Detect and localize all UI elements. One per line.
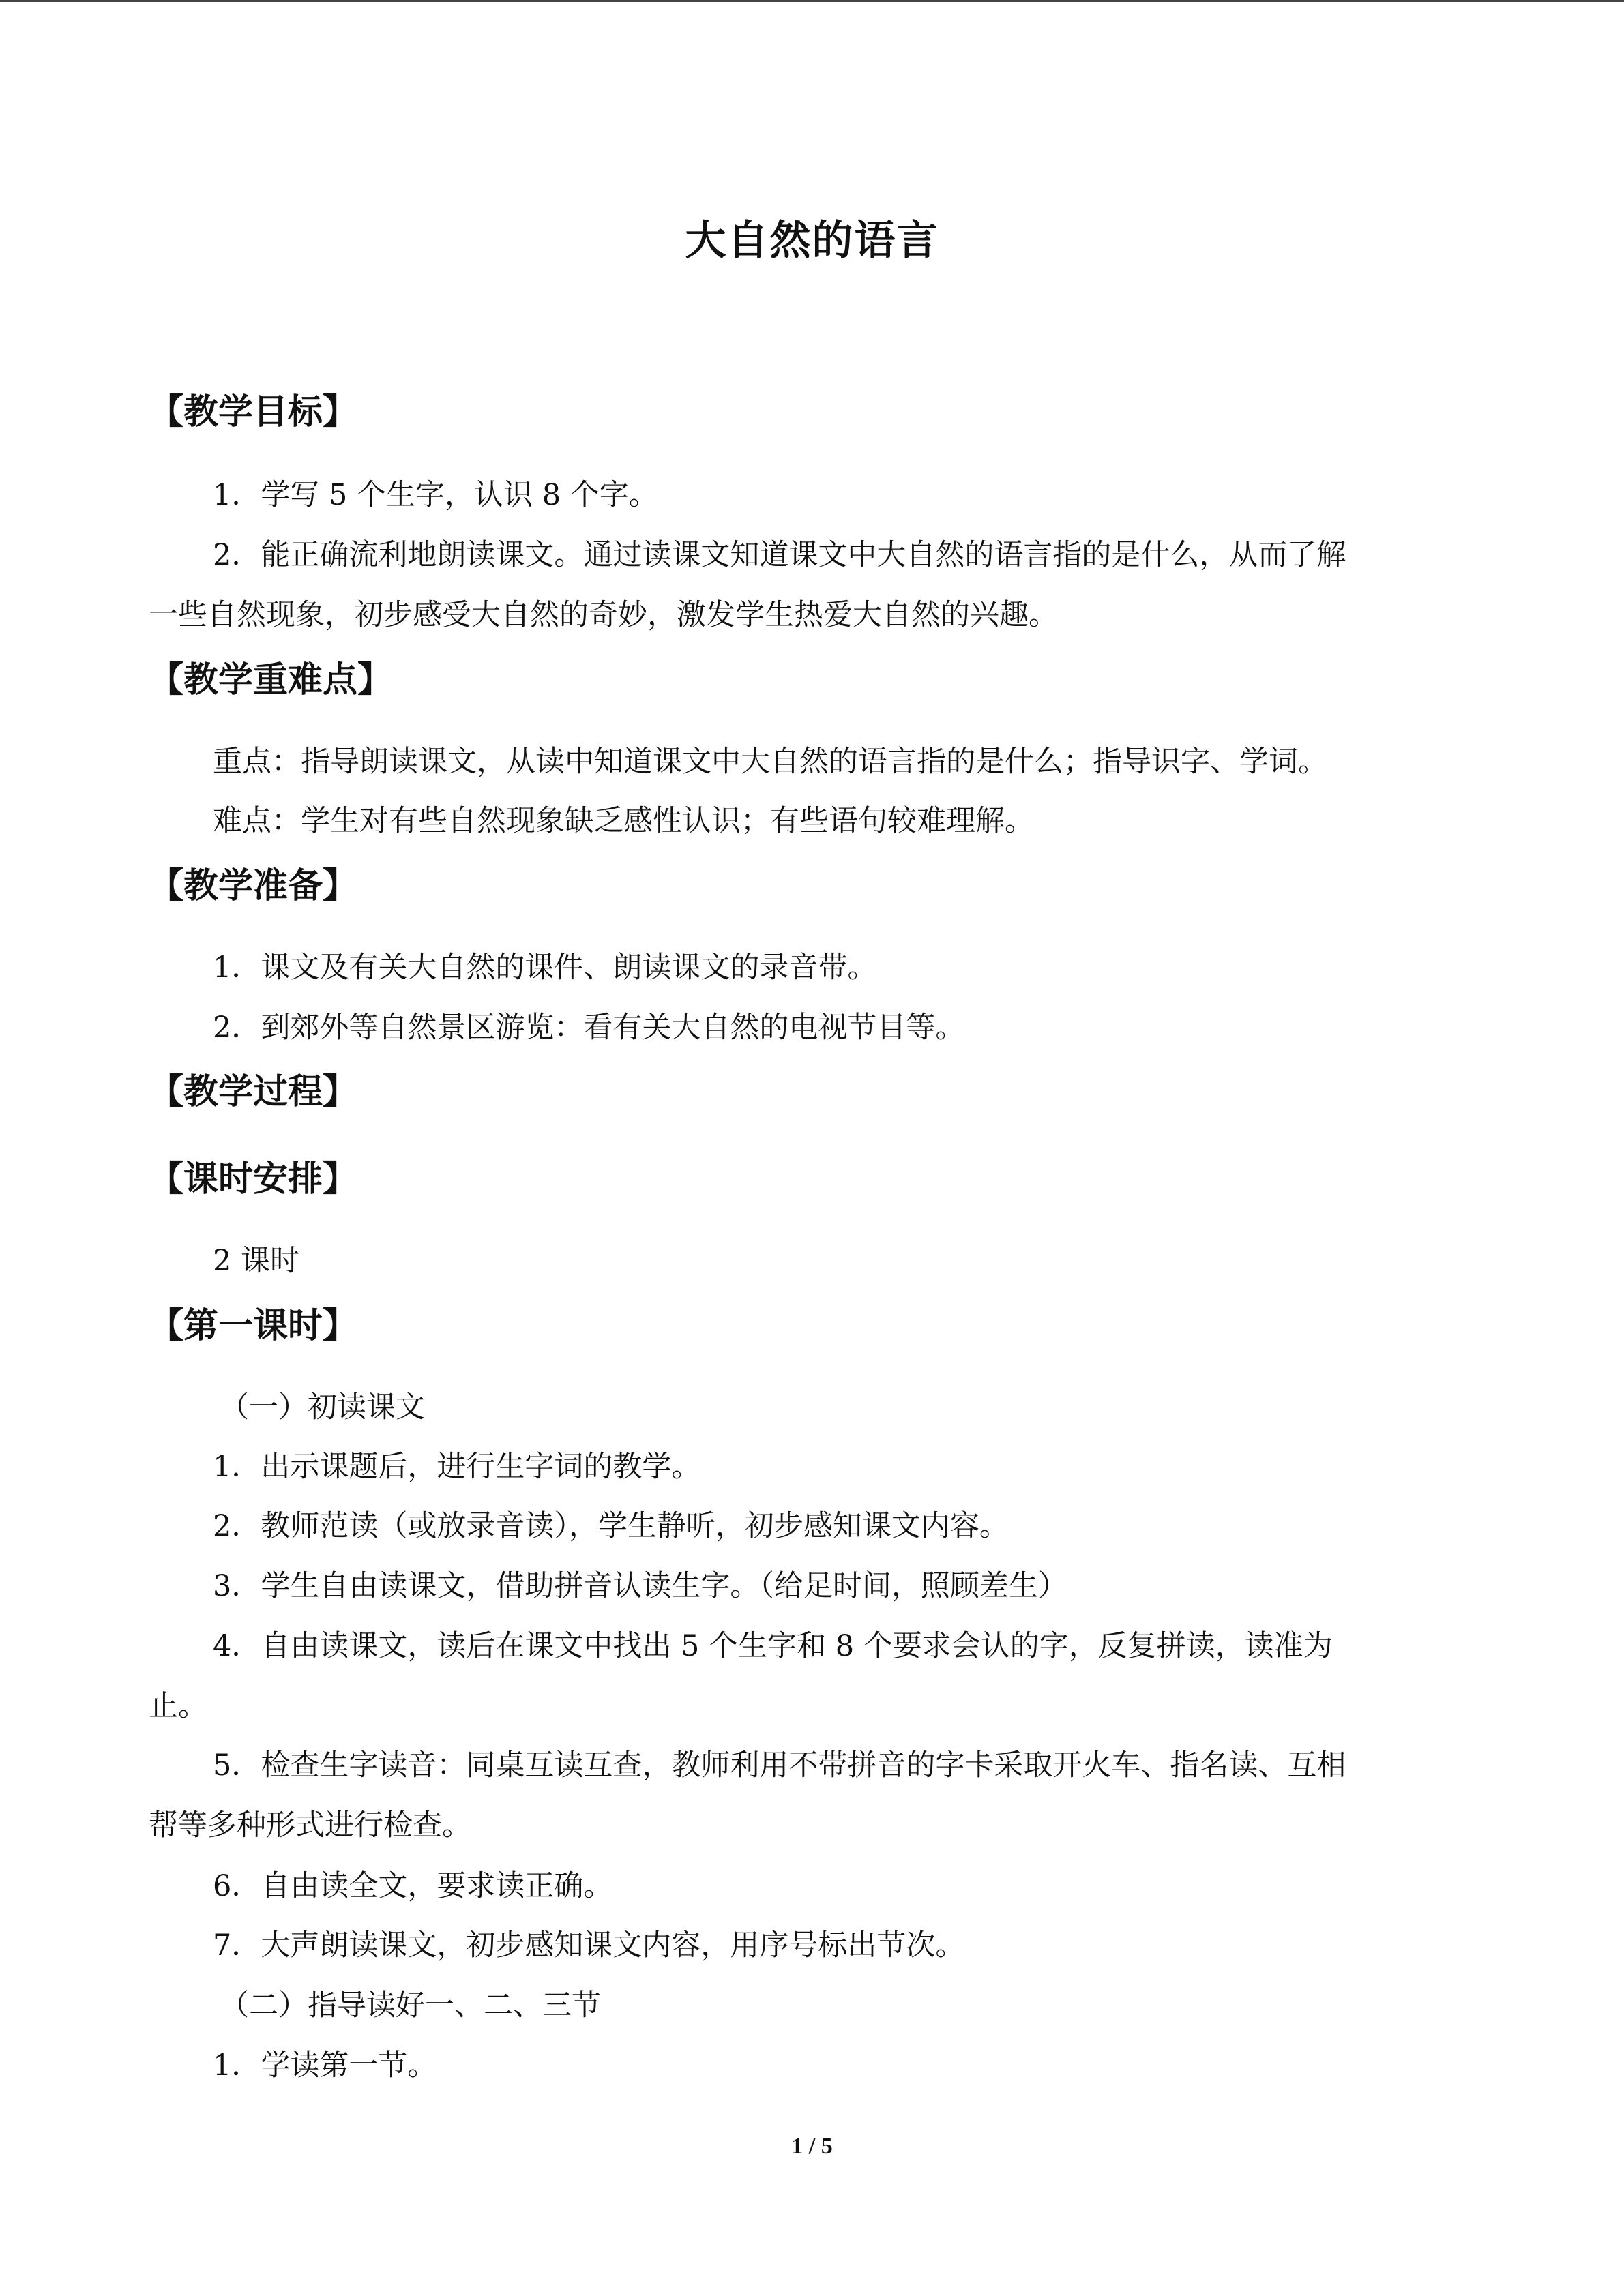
section-heading-process: 【教学过程】: [149, 1072, 358, 1112]
top-border-line: [0, 0, 1624, 2]
lesson1-step-2: 2．教师范读（或放录音读），学生静听，初步感知课文内容。: [213, 1509, 1009, 1543]
objective-item-2-line-2: 一些自然现象，初步感受大自然的奇妙，激发学生热爱大自然的兴趣。: [149, 598, 1058, 632]
preparation-item-2: 2．到郊外等自然景区游览：看有关大自然的电视节目等。: [213, 1011, 965, 1045]
lesson1-part-2-title: （二）指导读好一、二、三节: [220, 1988, 601, 2023]
section-heading-lesson-1: 【第一课时】: [149, 1306, 358, 1346]
objective-item-1: 1．学写 5 个生字，认识 8 个字。: [213, 478, 658, 512]
lesson1-step-1: 1．出示课题后，进行生字词的教学。: [213, 1450, 701, 1484]
preparation-item-1: 1．课文及有关大自然的课件、朗读课文的录音带。: [213, 951, 877, 985]
page-number: 1 / 5: [791, 2134, 833, 2159]
section-heading-preparation: 【教学准备】: [149, 866, 358, 906]
section-heading-key-points: 【教学重难点】: [149, 660, 393, 700]
key-point-focus: 重点：指导朗读课文，从读中知道课文中大自然的语言指的是什么；指导识字、学词。: [213, 745, 1327, 779]
lesson1-part-1-title: （一）初读课文: [220, 1390, 425, 1425]
lesson1-step-3: 3．学生自由读课文，借助拼音认读生字。（给足时间，照顾差生）: [213, 1569, 1067, 1603]
lesson1-step-5-line-2: 帮等多种形式进行检查。: [149, 1808, 471, 1843]
section-heading-schedule: 【课时安排】: [149, 1159, 358, 1199]
section-heading-objectives: 【教学目标】: [149, 392, 358, 432]
lesson1-step-4-line-1: 4．自由读课文，读后在课文中找出 5 个生字和 8 个要求会认的字，反复拼读，读准为: [213, 1629, 1333, 1663]
document-title: 大自然的语言: [685, 217, 939, 265]
lesson1-part-2-step-1: 1．学读第一节。: [213, 2048, 437, 2083]
key-point-difficulty: 难点：学生对有些自然现象缺乏感性认识；有些语句较难理解。: [213, 804, 1034, 838]
lesson1-step-4-line-2: 止。: [149, 1689, 207, 1723]
lesson1-step-7: 7．大声朗读课文，初步感知课文内容，用序号标出节次。: [213, 1928, 965, 1963]
schedule-text: 2 课时: [213, 1244, 300, 1278]
lesson1-step-6: 6．自由读全文，要求读正确。: [213, 1869, 613, 1903]
lesson1-step-5-line-1: 5．检查生字读音：同桌互读互查，教师利用不带拼音的字卡采取开火车、指名读、互相: [213, 1748, 1346, 1783]
objective-item-2-line-1: 2．能正确流利地朗读课文。通过读课文知道课文中大自然的语言指的是什么，从而了解: [213, 538, 1346, 572]
